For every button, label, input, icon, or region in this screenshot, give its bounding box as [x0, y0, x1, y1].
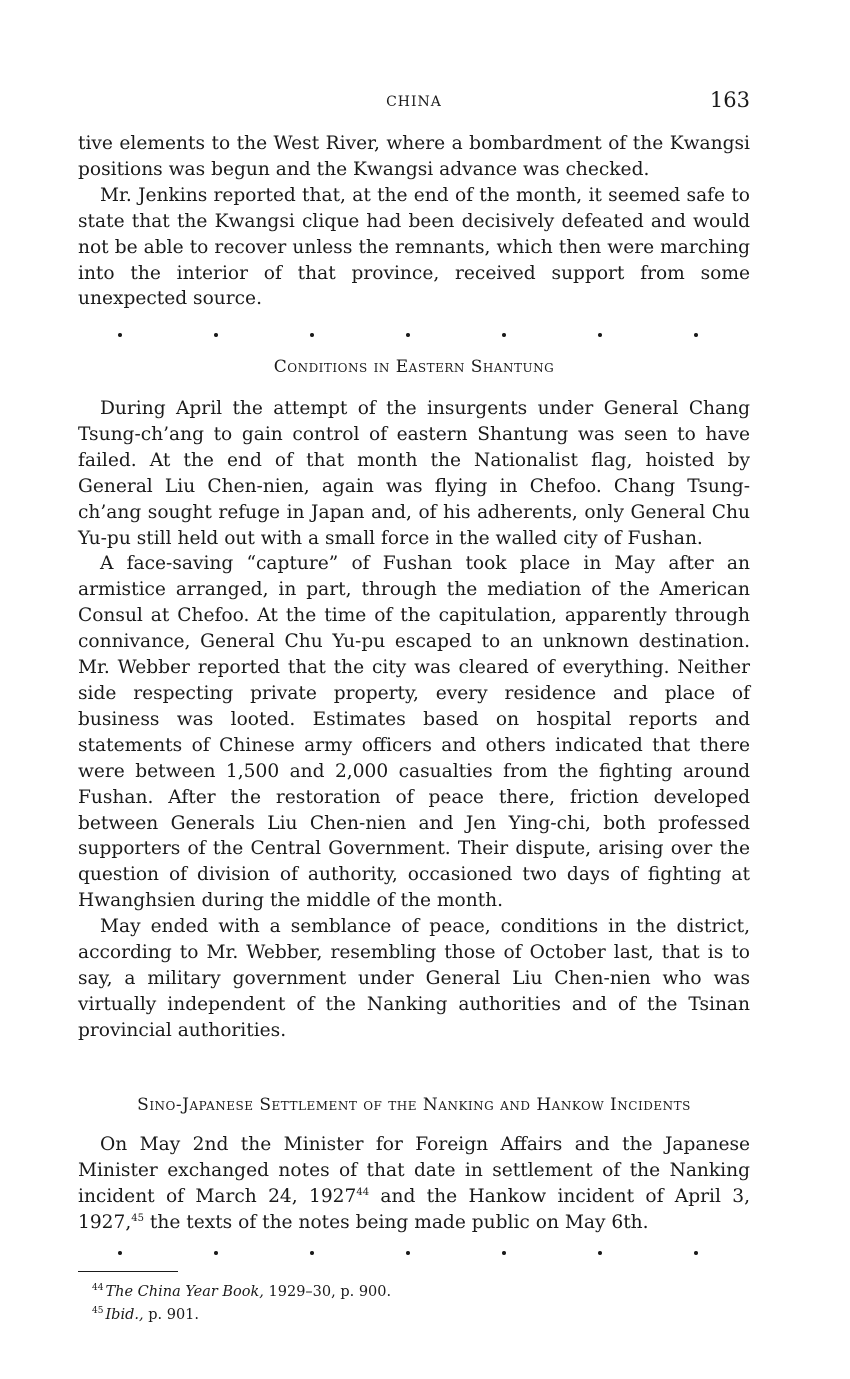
running-head: [78, 88, 750, 116]
footnote-45: [92, 1302, 391, 1325]
section-heading-shantung: Conditions in Eastern Shantung: [273, 357, 555, 377]
footnote-ref-44[interactable]: 44: [356, 1186, 370, 1198]
divider-dot: [214, 333, 218, 337]
settlement-text: [78, 1132, 750, 1236]
divider-dot: [694, 1251, 698, 1255]
running-title: CHINA: [386, 94, 442, 110]
footnote-detail: p. 901.: [143, 1306, 200, 1323]
divider-dot: [406, 1251, 410, 1255]
ellipsis-divider: [118, 1249, 698, 1257]
shantung-text: [78, 396, 750, 1044]
footnote-source: The China Year Book,: [105, 1283, 264, 1300]
divider-dot: [598, 1251, 602, 1255]
paragraph: Mr. Jenkins reported that, at the end of the month, it seemed safe to state that the Kwangsi clique had been decisively defeated and would not be able to recover unless the remnants, which then were marching into the interior of that province, received support from some unexpected source.: [78, 184, 750, 310]
paragraph-text: the texts of the notes being made public on May 6th.: [143, 1211, 649, 1233]
divider-dot: [310, 333, 314, 337]
divider-dot: [694, 333, 698, 337]
footnote-rule: [78, 1271, 178, 1272]
divider-dot: [310, 1251, 314, 1255]
divider-dot: [214, 1251, 218, 1255]
paragraph-text: On May 2nd the Minister for Foreign Affairs and the Japanese Minister exchanged notes of that date in settlement of the Nanking incident of March 24, 1927: [78, 1134, 750, 1207]
divider-dot: [118, 333, 122, 337]
divider-dot: [118, 1251, 122, 1255]
divider-dot: [502, 1251, 506, 1255]
footnote-detail: 1929–30, p. 900.: [263, 1283, 392, 1300]
ellipsis-divider: [118, 331, 698, 339]
footnote-source: Ibid.,: [105, 1306, 144, 1323]
divider-dot: [406, 333, 410, 337]
footnote-number: 45: [92, 1305, 104, 1316]
footnote-44: [92, 1279, 391, 1302]
paragraph-text: and the Hankow incident of April 3, 1927,: [78, 1185, 750, 1233]
footnote-ref-45[interactable]: 45: [131, 1212, 144, 1224]
paragraph: A face-saving “capture” of Fushan took place in May after an armistice arranged, in part, through the mediation of the American Consul at Chefoo. At the time of the capitulation, apparently through connivance, General Chu Yu-pu escaped to an unknown destination. Mr. Webber reported that the city was cleared of everything. Neither side respecting private property, every residence and place of business was looted. Estimates based on hospital reports and statements of Chinese army officers and others indicated that there were between 1,500 and 2,000 casualties from the fighting around Fushan. After the restoration of peace there, friction developed between Generals Liu Chen-nien and Jen Ying-chi, both professed supporters of the Central Government. Their dispute, arising over the question of division of authority, occasioned two days of fighting at Hwanghsien during the middle of the month.: [78, 553, 750, 912]
footnotes: [92, 1279, 391, 1325]
paragraph: [78, 1132, 750, 1236]
paragraph: May ended with a semblance of peace, conditions in the district, according to Mr. Webber, resembling those of October last, that is to say, a military government under General Liu Chen-nien who was virtually independent of the Nanking authorities and of the Tsinan provincial authorities.: [78, 916, 750, 1041]
paragraph: tive elements to the West River, where a bombardment of the Kwangsi positions was begun and the Kwangsi advance was checked.: [78, 133, 750, 180]
paragraph: During April the attempt of the insurgents under General Chang Tsung-ch’ang to gain control of eastern Shantung was seen to have failed. At the end of that month the Nationalist flag, hoisted by General Liu Chen-nien, again was flying in Chefoo. Chang Tsung-ch’ang sought refuge in Japan and, of his adherents, only General Chu Yu-pu still held out with a small force in the walled city of Fushan.: [78, 398, 750, 549]
footnote-number: 44: [92, 1283, 104, 1293]
section-heading-settlement: Sino-Japanese Settlement of the Nanking and Hankow Incidents: [137, 1095, 691, 1115]
divider-dot: [502, 333, 506, 337]
divider-dot: [598, 333, 602, 337]
page-number: 163: [709, 88, 750, 112]
intro-text: [78, 131, 750, 312]
